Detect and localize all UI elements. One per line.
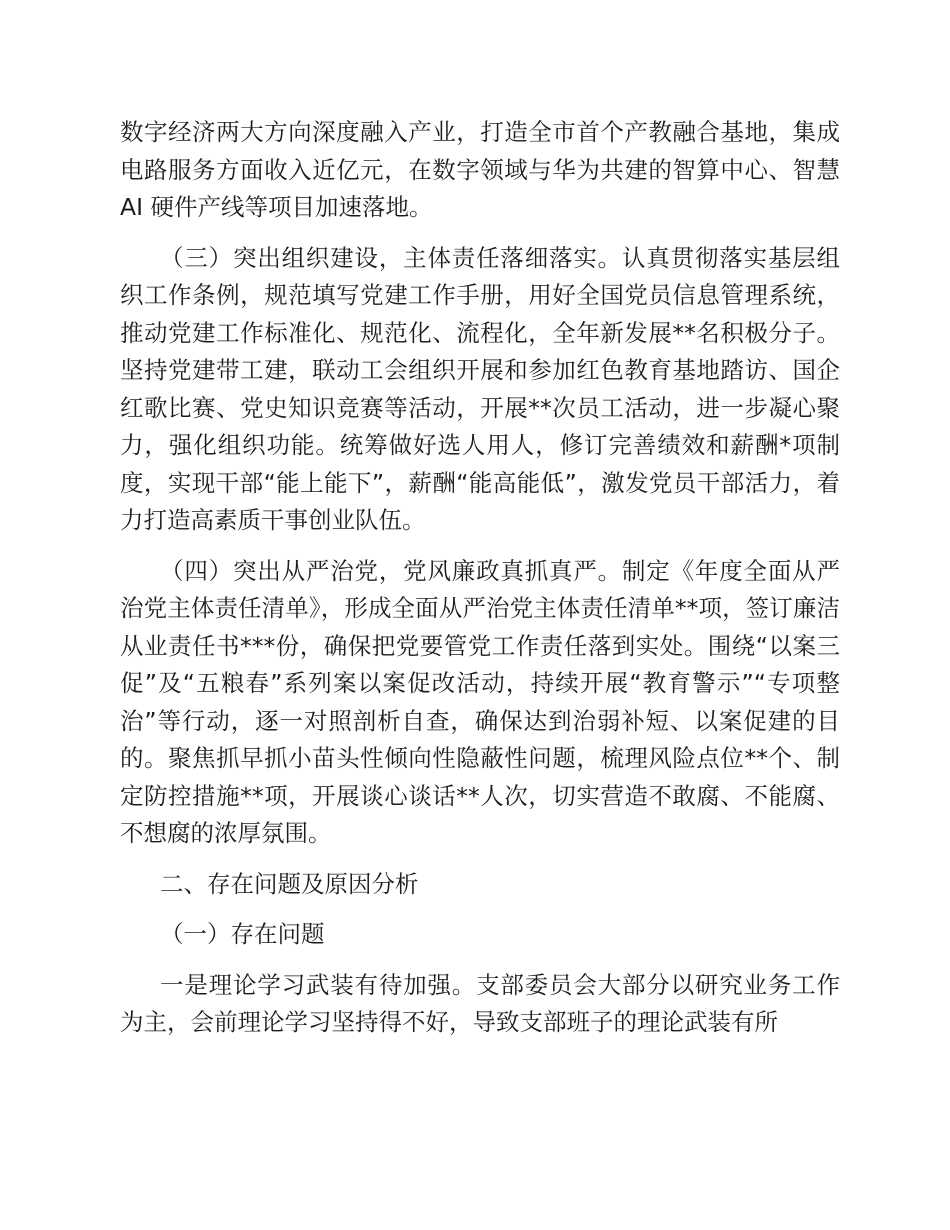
paragraph-strict-party-governance: （四）突出从严治党，党风廉政真抓真严。制定《年度全面从严治党主体责任清单》，形成全面从严治党主体责任清单**项，签订廉洁从业责任书***份，确保把党要管党工作责任落到实处。围绕“以案三促”及“五粮春”系列案以案促改活动，持续开展“教育警示”“专项整治”等行动，逐一对照剖析自查，确保达到治弱补短、以案促建的目的。聚焦抓早抓小苗头性倾向性隐蔽性问题，梳理风险点位**个、制定防控措施**项，开展谈心谈话**人次，切实营造不敢腐、不能腐、不想腐的浓厚氛围。 bbox=[120, 556, 840, 847]
document-body bbox=[120, 114, 840, 1055]
paragraph-theory-study: 一是理论学习武装有待加强。支部委员会大部分以研究业务工作为主，会前理论学习坚持得不好，导致支部班子的理论武装有所 bbox=[120, 970, 840, 1036]
paragraph-organization-building: （三）突出组织建设，主体责任落细落实。认真贯彻落实基层组织工作条例，规范填写党建工作手册，用好全国党员信息管理系统，推动党建工作标准化、规范化、流程化，全年新发展**名积极分子。坚持党建带工建，联动工会组织开展和参加红色教育基地踏访、国企红歌比赛、党史知识竞赛等活动，开展**次员工活动，进一步凝心聚力，强化组织功能。统筹做好选人用人，修订完善绩效和薪酬*项制度，实现干部“能上能下”，薪酬“能高能低”，激发党员干部活力，着力打造高素质干事创业队伍。 bbox=[120, 243, 840, 534]
section-heading-problems: 二、存在问题及原因分析 bbox=[160, 869, 419, 898]
subsection-heading-existing-problems: （一）存在问题 bbox=[160, 920, 325, 948]
paragraph-digital-economy: 数字经济两大方向深度融入产业，打造全市首个产教融合基地，集成电路服务方面收入近亿元，在数字领域与华为共建的智算中心、智慧 AI 硬件产线等项目加速落地。 bbox=[120, 118, 840, 221]
